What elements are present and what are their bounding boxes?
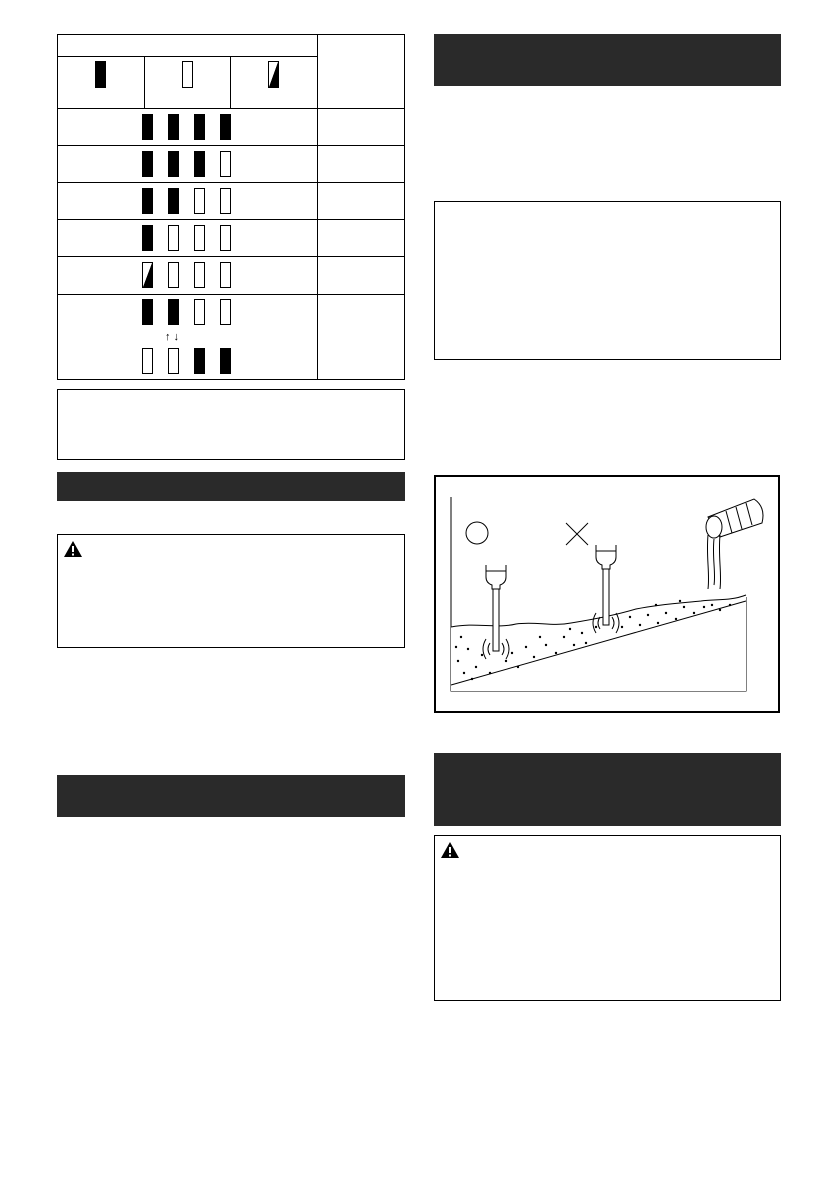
- section-heading-bar: [57, 472, 405, 501]
- section-heading-bar: [434, 34, 781, 86]
- table-rule: [58, 145, 404, 146]
- table-rule: [58, 219, 404, 220]
- alternating-arrows: ↑ ↓: [165, 331, 180, 343]
- indicator-lamp-lit: [220, 114, 231, 140]
- section-heading-bar: [434, 753, 781, 826]
- legend-blinking-lamp: [268, 61, 279, 88]
- correct-circle-icon: [466, 522, 488, 544]
- indicator-lamp-lit: [194, 114, 205, 140]
- indicator-lamp-off: [220, 151, 231, 177]
- table-rule: [58, 108, 404, 109]
- indicator-lamp-lit: [142, 151, 153, 177]
- indicator-lamp-off: [194, 225, 205, 251]
- indicator-lamp-off: [194, 262, 205, 288]
- indicator-lamp-lit: [220, 348, 231, 374]
- indicator-lamp-off: [194, 299, 205, 325]
- indicator-lamp-lit: [142, 188, 153, 214]
- illustration-frame: [434, 475, 780, 713]
- indicator-lamp-off: [168, 262, 179, 288]
- legend-off-lamp: [182, 61, 193, 88]
- vibrator-wrong: [596, 545, 616, 625]
- indicator-lamp-off: [220, 188, 231, 214]
- table-rule: [144, 56, 145, 108]
- warning-triangle-icon: [64, 541, 82, 557]
- indicator-lamp-lit: [142, 225, 153, 251]
- concrete-chute: [706, 499, 763, 589]
- note-box: [57, 389, 405, 460]
- indicator-lamp-off: [194, 188, 205, 214]
- indicator-lamp-lit: [194, 348, 205, 374]
- table-rule: [58, 56, 318, 57]
- warning-box: [434, 835, 781, 1001]
- legend-lit-lamp: [95, 61, 106, 88]
- table-rule: [58, 294, 404, 295]
- indicator-lamp-off: [168, 225, 179, 251]
- table-rule: [58, 182, 404, 183]
- indicator-lamp-lit: [194, 151, 205, 177]
- indicator-lamp-off: [142, 348, 153, 374]
- table-rule: [230, 56, 231, 108]
- wrong-cross-icon: [566, 523, 588, 545]
- indicator-lamp-lit: [142, 114, 153, 140]
- indicator-lamp-lit: [168, 151, 179, 177]
- warning-box: [57, 534, 405, 648]
- table-rule: [58, 256, 404, 257]
- indicator-lamp-off: [220, 225, 231, 251]
- indicator-lamp-off: [220, 262, 231, 288]
- indicator-lamp-lit: [168, 188, 179, 214]
- vibrator-usage-illustration: [436, 477, 778, 711]
- table-rule: [317, 35, 318, 379]
- indicator-lamp-off: [168, 348, 179, 374]
- indicator-lamp-lit: [168, 114, 179, 140]
- battery-indicator-table: [57, 34, 405, 380]
- section-heading-bar: [57, 775, 405, 817]
- indicator-lamp-off: [220, 299, 231, 325]
- indicator-lamp-lit: [168, 299, 179, 325]
- warning-triangle-icon: [441, 842, 459, 858]
- indicator-lamp-blinking: [142, 262, 153, 288]
- note-box: [434, 201, 781, 360]
- indicator-lamp-lit: [142, 299, 153, 325]
